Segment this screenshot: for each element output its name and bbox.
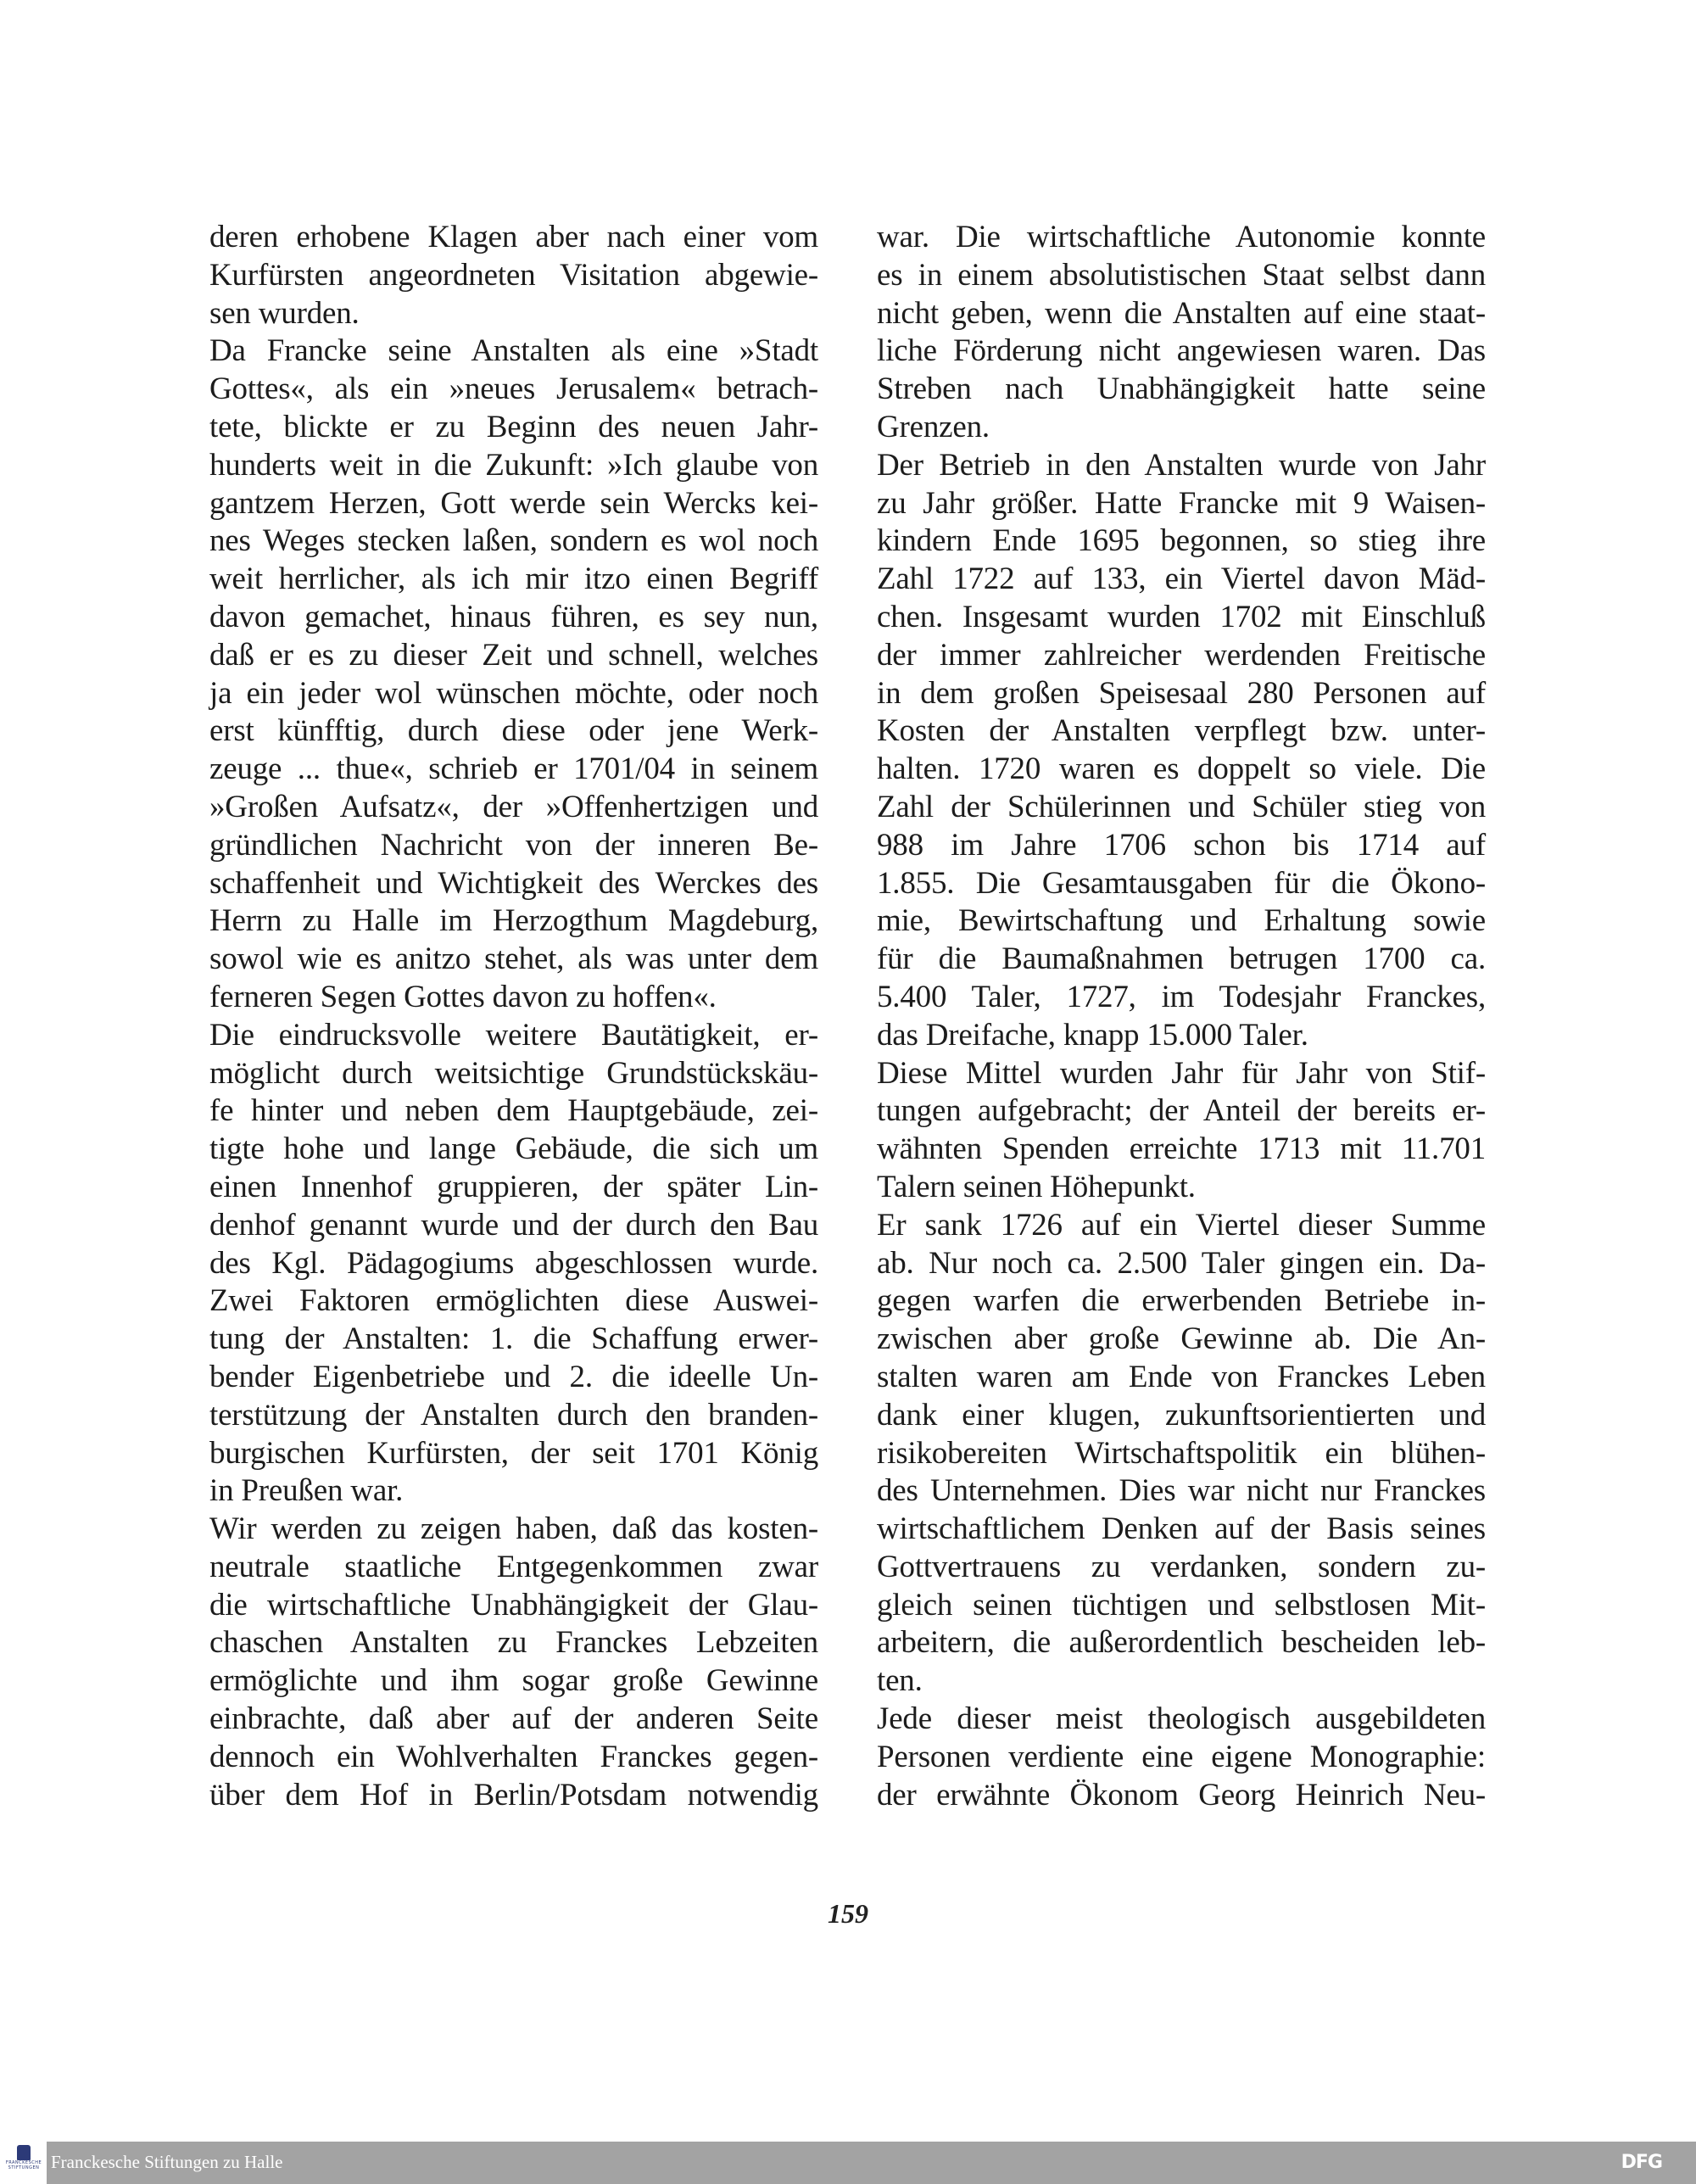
text-line: Kosten der Anstalten verpflegt bzw. unter- [877, 713, 1486, 749]
text-line: hunderts weit in die Zukunft: »Ich glaube von [209, 447, 818, 483]
text-line: das Dreifache, knapp 15.000 Taler. [877, 1017, 1308, 1053]
text-line: tigte hohe und lange Gebäude, die sich um [209, 1131, 818, 1167]
text-line: dennoch ein Wohlverhalten Franckes gegen- [209, 1739, 818, 1774]
text-line: Wir werden zu zeigen haben, daß das kosten- [209, 1511, 818, 1547]
text-line: Personen verdiente eine eigene Monographie: [877, 1739, 1486, 1774]
text-line: wirtschaftlichem Denken auf der Basis seines [877, 1511, 1486, 1547]
text-line: Diese Mittel wurden Jahr für Jahr von Stif- [877, 1055, 1486, 1091]
footer-institution-link[interactable]: Franckesche Stiftungen zu Halle [51, 2152, 283, 2172]
text-line: davon gemachet, hinaus führen, es sey nun, [209, 599, 818, 634]
footer-bar [47, 2142, 1696, 2184]
text-line: nicht geben, wenn die Anstalten auf eine staat- [877, 295, 1486, 331]
text-line: ja ein jeder wol wünschen möchte, oder noch [209, 675, 818, 711]
text-line: ermöglichte und ihm sogar große Gewinne [209, 1663, 818, 1699]
text-line: Zahl der Schülerinnen und Schüler stieg von [877, 789, 1486, 824]
text-line: tete, blickte er zu Beginn des neuen Jahr- [209, 409, 818, 444]
text-line: Der Betrieb in den Anstalten wurde von Jahr [877, 447, 1486, 483]
text-line: zu Jahr größer. Hatte Francke mit 9 Waisen- [877, 485, 1486, 521]
text-line: es in einem absolutistischen Staat selbst dann [877, 257, 1486, 293]
text-line: Kurfürsten angeordneten Visitation abgewie- [209, 257, 818, 293]
text-line: des Unternehmen. Dies war nicht nur Franckes [877, 1473, 1486, 1509]
text-line: zeuge ... thue«, schrieb er 1701/04 in seinem [209, 751, 818, 787]
right-text-column [877, 219, 1486, 1814]
text-line: denhof genannt wurde und der durch den Bau [209, 1207, 818, 1243]
text-line: des Kgl. Pädagogiums abgeschlossen wurde. [209, 1245, 818, 1281]
text-line: gründlichen Nachricht von der inneren Be- [209, 827, 818, 863]
text-line: terstützung der Anstalten durch den branden- [209, 1397, 818, 1433]
text-line: möglicht durch weitsichtige Grundstückskäu- [209, 1055, 818, 1091]
text-line: einbrachte, daß aber auf der anderen Seite [209, 1701, 818, 1737]
logo-text-line1: FRANCKESCHE [5, 2160, 42, 2165]
text-line: Die eindrucksvolle weitere Bautätigkeit, er- [209, 1017, 818, 1053]
text-line: Gottvertrauens zu verdanken, sondern zu- [877, 1549, 1486, 1584]
text-line: arbeitern, die außerordentlich bescheiden leb- [877, 1625, 1486, 1661]
text-line: wähnten Spenden erreichte 1713 mit 11.701 [877, 1131, 1486, 1167]
text-line: Streben nach Unabhängigkeit hatte seine [877, 371, 1486, 407]
text-line: in dem großen Speisesaal 280 Personen auf [877, 675, 1486, 711]
text-line: tungen aufgebracht; der Anteil der bereits er- [877, 1093, 1486, 1129]
text-line: liche Förderung nicht angewiesen waren. Das [877, 333, 1486, 369]
text-line: Grenzen. [877, 409, 990, 444]
text-line: chaschen Anstalten zu Franckes Lebzeiten [209, 1625, 818, 1661]
text-line: Herrn zu Halle im Herzogthum Magdeburg, [209, 903, 818, 939]
text-line: neutrale staatliche Entgegenkommen zwar [209, 1549, 818, 1584]
dfg-logo[interactable]: DFG [1621, 2152, 1662, 2173]
text-line: Er sank 1726 auf ein Viertel dieser Summe [877, 1207, 1486, 1243]
text-line: risikobereiten Wirtschaftspolitik ein blühen- [877, 1435, 1486, 1471]
text-line: Zwei Faktoren ermöglichten diese Auswei- [209, 1283, 818, 1319]
text-line: schaffenheit und Wichtigkeit des Werckes des [209, 865, 818, 901]
text-line: der immer zahlreicher werdenden Freitische [877, 637, 1486, 673]
text-line: »Großen Aufsatz«, der »Offenhertzigen und [209, 789, 818, 824]
text-line: gleich seinen tüchtigen und selbstlosen Mit- [877, 1587, 1486, 1623]
text-line: burgischen Kurfürsten, der seit 1701 König [209, 1435, 818, 1471]
text-line: halten. 1720 waren es doppelt so viele. Die [877, 751, 1486, 787]
text-line: Da Francke seine Anstalten als eine »Stadt [209, 333, 818, 369]
text-line: sowol wie es anitzo stehet, als was unter dem [209, 941, 818, 977]
franckesche-stiftungen-logo[interactable] [3, 2143, 44, 2182]
text-line: 5.400 Taler, 1727, im Todesjahr Franckes, [877, 979, 1486, 1014]
text-line: gantzem Herzen, Gott werde sein Wercks kei- [209, 485, 818, 521]
left-text-column [209, 219, 818, 1814]
text-line: deren erhobene Klagen aber nach einer vom [209, 220, 818, 254]
text-line: einen Innenhof gruppieren, der später Lin- [209, 1169, 818, 1204]
text-line: zwischen aber große Gewinne ab. Die An- [877, 1321, 1486, 1357]
franckesche-stiftungen-logo-icon [17, 2145, 31, 2160]
text-line: daß er es zu dieser Zeit und schnell, welches [209, 637, 818, 673]
text-line: chen. Insgesamt wurden 1702 mit Einschluß [877, 599, 1486, 634]
text-line: war. Die wirtschaftliche Autonomie konnte [877, 220, 1486, 254]
text-line: mie, Bewirtschaftung und Erhaltung sowie [877, 903, 1486, 939]
text-line: gegen warfen die erwerbenden Betriebe in- [877, 1283, 1486, 1319]
text-line: stalten waren am Ende von Franckes Leben [877, 1359, 1486, 1394]
text-line: fe hinter und neben dem Hauptgebäude, zei- [209, 1093, 818, 1129]
text-line: 1.855. Die Gesamtausgaben für die Ökono- [877, 865, 1486, 901]
text-line: die wirtschaftliche Unabhängigkeit der Glau- [209, 1587, 818, 1623]
text-line: Jede dieser meist theologisch ausgebildeten [877, 1701, 1486, 1737]
text-line: über dem Hof in Berlin/Potsdam notwendig [209, 1777, 818, 1813]
text-line: für die Baumaßnahmen betrugen 1700 ca. [877, 941, 1486, 977]
logo-text-line2: STIFTUNGEN [8, 2165, 40, 2170]
page-number: 159 [828, 1898, 868, 1929]
text-line: 988 im Jahre 1706 schon bis 1714 auf [877, 827, 1486, 863]
text-line: Gottes«, als ein »neues Jerusalem« betrach- [209, 371, 818, 407]
text-line: Zahl 1722 auf 133, ein Viertel davon Mäd- [877, 561, 1486, 597]
text-line: Talern seinen Höhepunkt. [877, 1169, 1196, 1204]
text-line: ferneren Segen Gottes davon zu hoffen«. [209, 979, 717, 1014]
text-line: tung der Anstalten: 1. die Schaffung erwer- [209, 1321, 818, 1357]
text-line: kindern Ende 1695 begonnen, so stieg ihre [877, 523, 1486, 559]
text-line: in Preußen war. [209, 1473, 404, 1509]
text-line: weit herrlicher, als ich mir itzo einen Begriff [209, 561, 818, 597]
text-line: dank einer klugen, zukunftsorientierten und [877, 1397, 1486, 1433]
text-line: sen wurden. [209, 295, 360, 331]
text-line: nes Weges stecken laßen, sondern es wol noch [209, 523, 818, 559]
text-line: der erwähnte Ökonom Georg Heinrich Neu- [877, 1777, 1486, 1813]
text-line: ten. [877, 1663, 923, 1699]
text-line: ab. Nur noch ca. 2.500 Taler gingen ein. Da- [877, 1245, 1486, 1281]
text-line: erst künfftig, durch diese oder jene Werk- [209, 713, 818, 749]
text-line: bender Eigenbetriebe und 2. die ideelle Un- [209, 1359, 818, 1394]
